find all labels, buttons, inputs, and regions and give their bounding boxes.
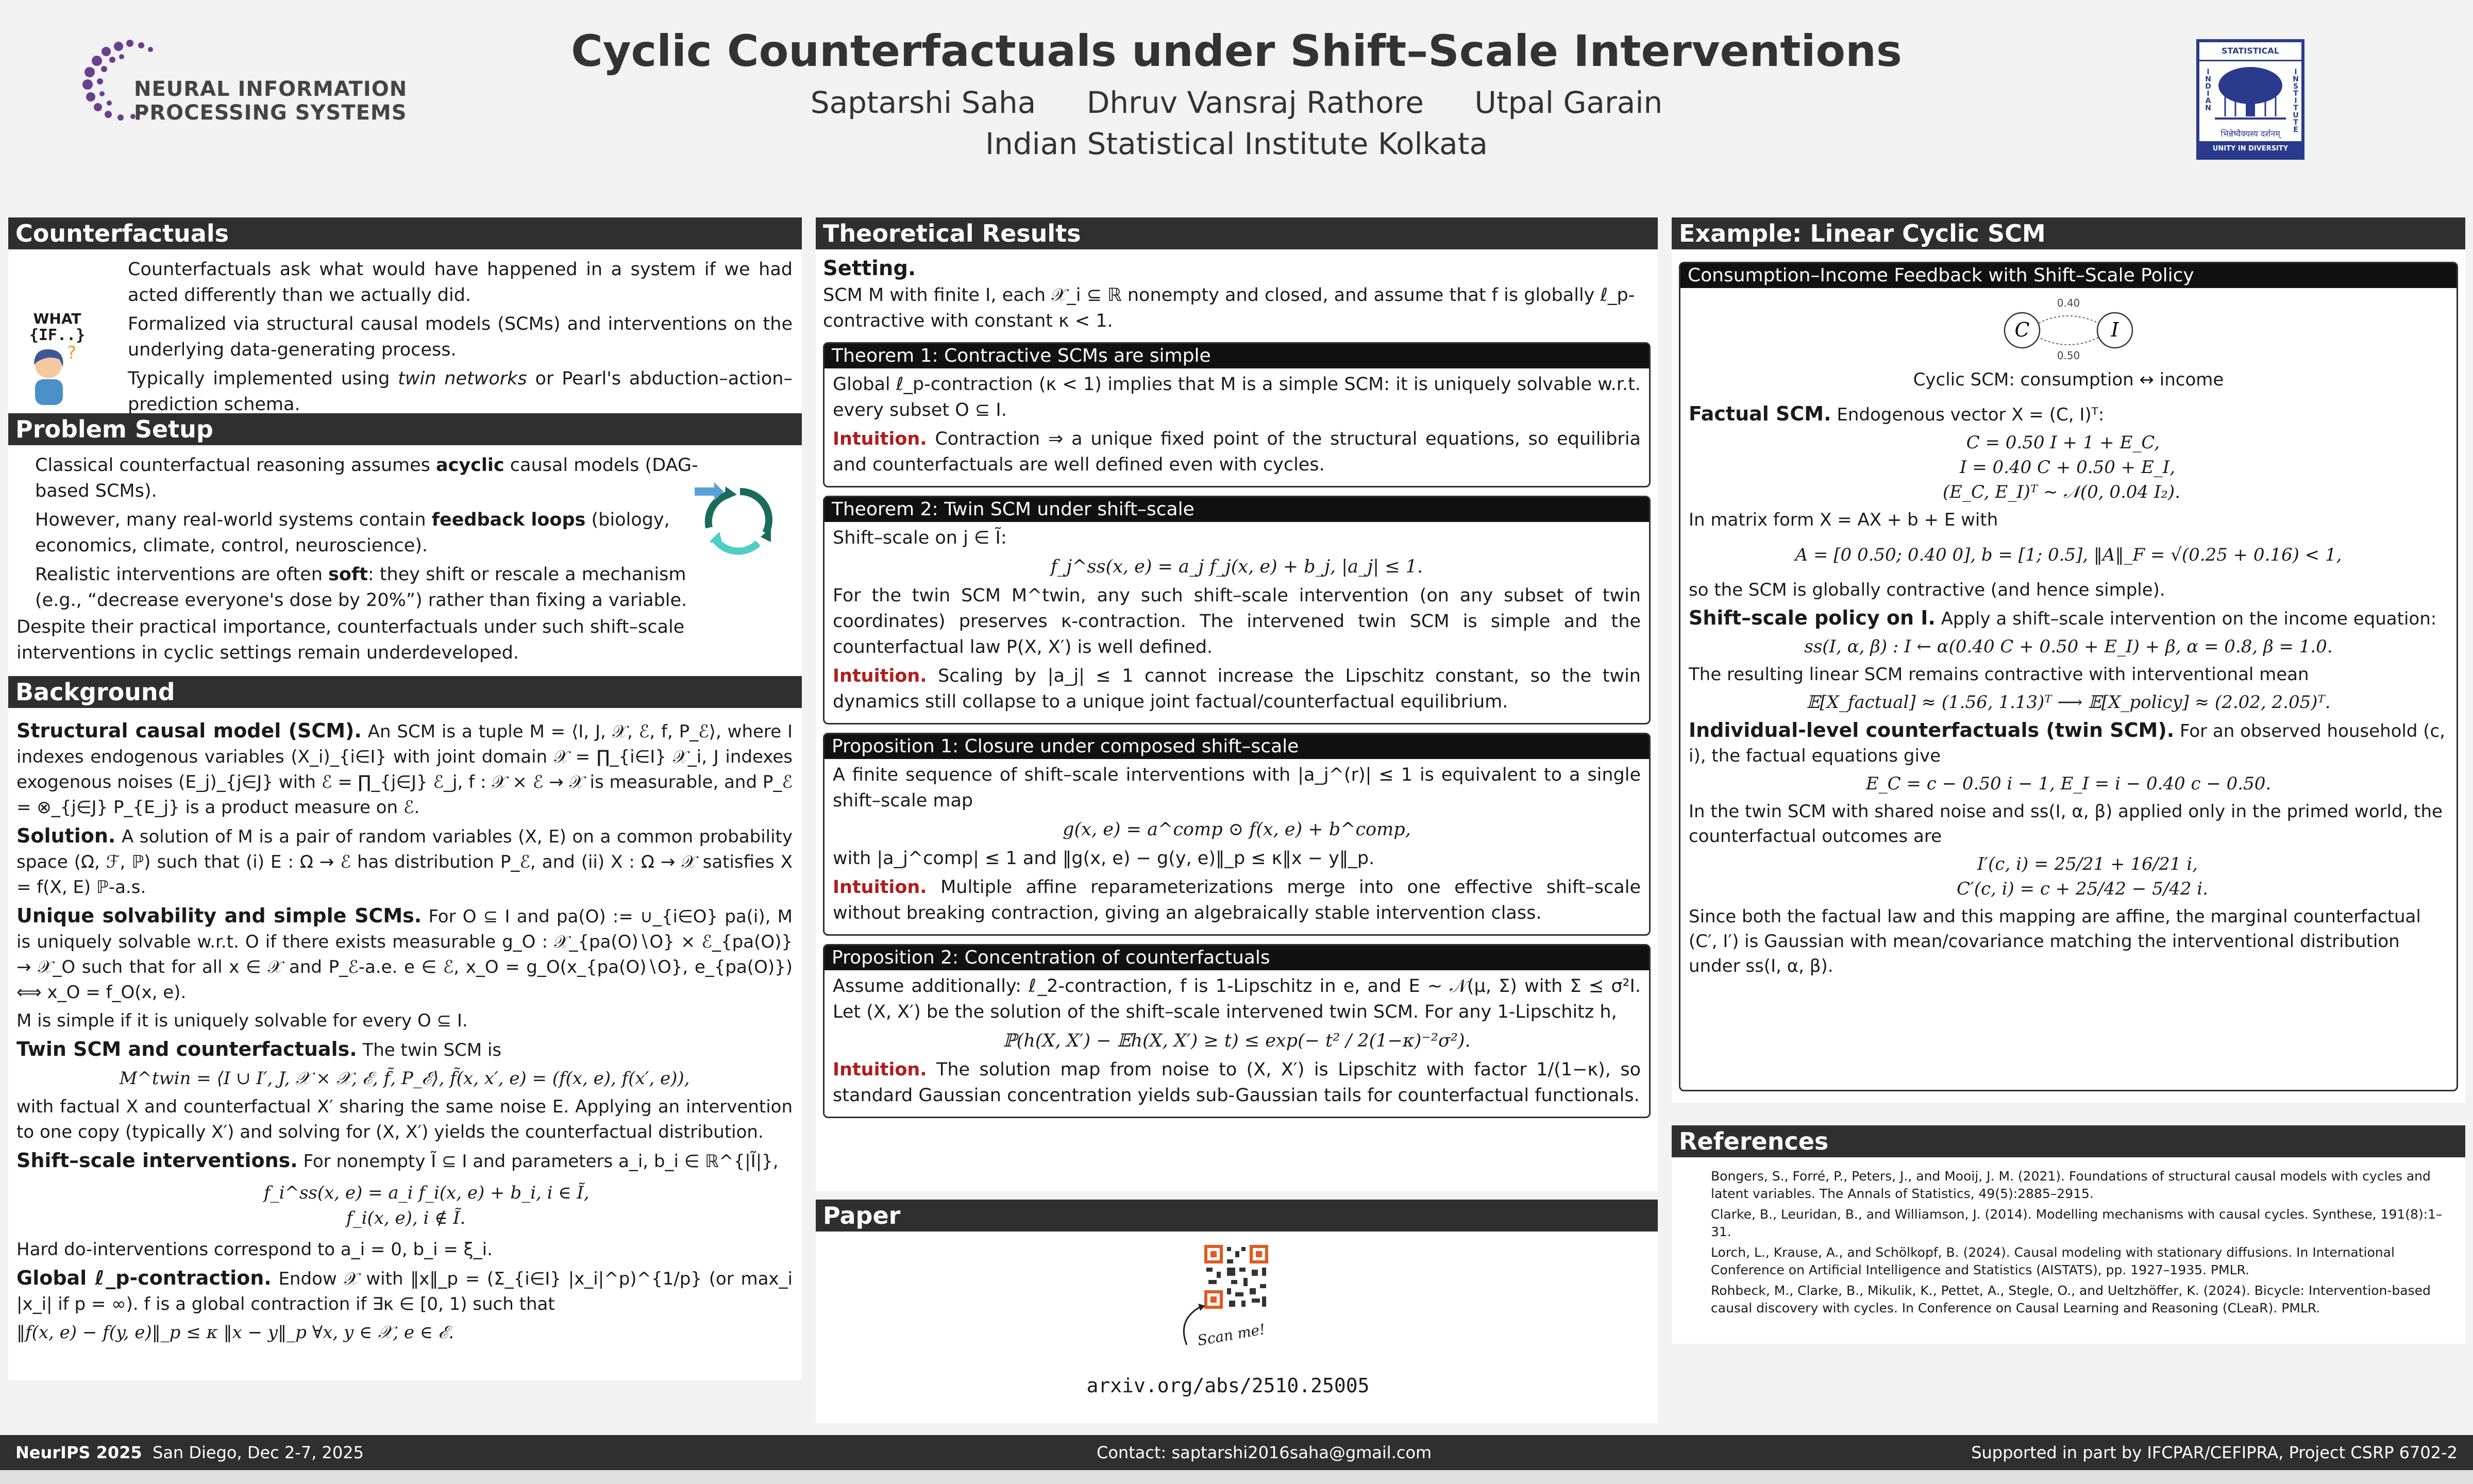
neurips-logo-line1: NEURAL INFORMATION bbox=[134, 77, 408, 101]
section-title-background: Background bbox=[8, 676, 802, 708]
footer-conference: NeurIPS 2025 bbox=[15, 1443, 142, 1462]
qr-code-icon[interactable] bbox=[1202, 1243, 1270, 1311]
node-i-label: I bbox=[2111, 318, 2119, 341]
isi-logo-hindi-motto: भिन्नेष्वैक्यस्य दर्शनम् bbox=[2220, 129, 2280, 139]
proposition-2-intuition: Intuition. The solution map from noise to (X, X′) is Lipschitz with factor 1/(1−κ), so standard Gaussian concentration yields sub-Gaussian tails for counterfactual functionals. bbox=[833, 1059, 1641, 1106]
author-1: Saptarshi Saha bbox=[810, 85, 1036, 120]
proposition-2-title: Proposition 2: Concentration of counterfactuals bbox=[825, 946, 1649, 970]
theorem-2-intuition: Intuition. Scaling by |a_j| ≤ 1 cannot increase the Lipschitz constant, so the twin dynamics still collapse to a unique joint factual/counterfactual equilibrium. bbox=[833, 666, 1641, 712]
node-c-label: C bbox=[2014, 318, 2030, 341]
twin-eq-2: C′(c, i) = c + 25/42 − 5/42 i. bbox=[1957, 879, 2208, 899]
section-background bbox=[8, 708, 802, 1380]
proposition-2-text-1: Assume additionally: ℓ_2-contraction, f is 1-Lipschitz in e, and E ∼ 𝒩(μ, Σ) with Σ ⪯ σ²I. Let (X, X′) be the solution of the shift–scale intervened twin SCM. For any 1-Lipschitz h, bbox=[833, 976, 1641, 1022]
bg-global-eq: ‖f(x, e) − f(y, e)‖_p ≤ κ ‖x − y‖_p ∀x, y ∈ 𝒳, e ∈ ℰ. bbox=[16, 1322, 455, 1343]
reference-2: Clarke, B., Leuridan, B., and Williamson, J. (2014). Modelling mechanisms with causal cycles. Synthese, 191(8):1–31. bbox=[1711, 1207, 2443, 1239]
edge-bottom-label: 0.50 bbox=[2057, 349, 2080, 360]
theorem-1-title: Theorem 1: Contractive SCMs are simple bbox=[825, 344, 1649, 368]
matrix-after-text: so the SCM is globally contractive (and hence simple). bbox=[1689, 580, 2165, 600]
bg-solution: Solution. A solution of M is a pair of random variables (X, E) on a common probability space (Ω, ℱ, ℙ) such that (i) E : Ω → ℰ has distribution P_ℰ, and (ii) X : Ω → 𝒳 satisfies X = f(X, E) ℙ-a.s. bbox=[16, 824, 793, 898]
counterfactuals-item-1: Counterfactuals ask what would have happened in a system if we had acted differently than we actually did. bbox=[128, 259, 793, 306]
paper-link[interactable]: arxiv.org/abs/2510.25005 bbox=[1086, 1374, 1370, 1397]
proposition-1-equation: g(x, e) = a^comp ⊙ f(x, e) + b^comp, bbox=[1063, 819, 1411, 840]
bg-hard: Hard do-interventions correspond to a_i = 0, b_i = ξ_i. bbox=[16, 1239, 493, 1260]
what-if-icon: WHAT {IF..} ? bbox=[24, 311, 91, 414]
twin-counterfactual-text: In the twin SCM with shared noise and ss(I, α, β) applied only in the primed world, the counterfactual outcomes are bbox=[1689, 801, 2443, 847]
factual-scm: Factual SCM. Endogenous vector X = (C, I)ᵀ: bbox=[1689, 402, 2105, 425]
problem-item-3: Realistic interventions are often soft: they shift or rescale a mechanism (e.g., “decrease everyone's dose by 20%”) rather than fixing a variable. bbox=[35, 564, 687, 611]
theorem-1-intuition: Intuition. Contraction ⇒ a unique fixed point of the structural equations, so equilibria and counterfactuals are well defined even with cycles. bbox=[833, 429, 1641, 475]
footer-location: San Diego, Dec 2-7, 2025 bbox=[153, 1443, 364, 1462]
bg-simple: M is simple if it is uniquely solvable for every O ⊆ I. bbox=[16, 1010, 468, 1031]
bg-shift-eq-1: f_i^ss(x, e) = a_i f_i(x, e) + b_i, i ∈ Ĩ, bbox=[264, 1183, 590, 1203]
proposition-1-text-1: A finite sequence of shift–scale interventions with |a_j^(r)| ≤ 1 is equivalent to a single shift–scale map bbox=[833, 765, 1641, 811]
theorem-1-text: Global ℓ_p-contraction (κ < 1) implies that M is a simple SCM: it is uniquely solvable w.r.t. every subset O ⊆ I. bbox=[833, 374, 1641, 420]
reference-1: Bongers, S., Forré, P., Peters, J., and Mooij, J. M. (2021). Foundations of structural causal models with cycles and latent variables. The Annals of Statistics, 49(5):2885–2915. bbox=[1711, 1169, 2431, 1201]
matrix-equation: A = [0 0.50; 0.40 0], b = [1; 0.5], ‖A‖_F = √(0.25 + 0.16) < 1, bbox=[1795, 545, 2342, 565]
cyclic-graph-diagram bbox=[1991, 293, 2146, 360]
example-box-title: Consumption–Income Feedback with Shift–Scale Policy bbox=[1680, 263, 2457, 288]
bg-shift-eq-2: f_i(x, e), i ∉ Ĩ. bbox=[346, 1208, 466, 1228]
affiliation: Indian Statistical Institute Kolkata bbox=[985, 126, 1488, 161]
footer-contact[interactable]: Contact: saptarshi2016saha@gmail.com bbox=[1097, 1443, 1432, 1462]
bg-shift: Shift–scale interventions. For nonempty Ĩ ⊆ I and parameters a_i, b_i ∈ ℝ^{|Ĩ|}, bbox=[16, 1149, 779, 1172]
factual-eq-2: I = 0.40 C + 0.50 + E_I, bbox=[1959, 457, 2175, 478]
proposition-1-intuition: Intuition. Multiple affine reparameterizations merge into one effective shift–scale without breaking contraction, giving an algebraically stable intervention class. bbox=[833, 877, 1641, 923]
graph-caption: Cyclic SCM: consumption ↔ income bbox=[1913, 369, 2224, 390]
factual-eq-3: (E_C, E_I)ᵀ ∼ 𝒩(0, 0.04 I₂). bbox=[1942, 482, 2180, 502]
section-paper bbox=[816, 1232, 1658, 1423]
section-title-problem-setup: Problem Setup bbox=[8, 413, 802, 445]
section-problem-setup bbox=[8, 445, 802, 676]
isi-logo-left-text: INDIAN bbox=[2204, 68, 2212, 111]
edge-c-to-i bbox=[2039, 316, 2098, 323]
column-right bbox=[1672, 217, 2465, 1344]
result-equation: 𝔼[X_factual] ≈ (1.56, 1.13)ᵀ ⟶ 𝔼[X_policy] ≈ (2.02, 2.05)ᵀ. bbox=[1806, 692, 2331, 713]
isi-logo-bottom-text: UNITY IN DIVERSITY bbox=[2199, 141, 2301, 157]
example-closing: Since both the factual law and this mapping are affine, the marginal counterfactual (C′, I′) is Gaussian with mean/covariance matching the interventional distribution under ss(I, α, β). bbox=[1689, 906, 2421, 976]
policy-text: Shift–scale policy on I. Apply a shift–scale intervention on the income equation: bbox=[1689, 606, 2437, 629]
proposition-1-box bbox=[823, 733, 1651, 936]
theorem-2-text-1: Shift–scale on j ∈ Ĩ: bbox=[833, 528, 1007, 548]
factual-eq-1: C = 0.50 I + 1 + E_C, bbox=[1966, 432, 2160, 453]
author-2: Dhruv Vansraj Rathore bbox=[1086, 85, 1424, 120]
theorem-2-equation: f_j^ss(x, e) = a_j f_j(x, e) + b_j, |a_j| ≤ 1. bbox=[1050, 556, 1423, 577]
section-title-references: References bbox=[1672, 1125, 2465, 1157]
bg-uniq: Unique solvability and simple SCMs. For O ⊆ I and pa(O) := ∪_{i∈O} pa(i), M is uniquely solvable w.r.t. O if there exists measurable g_O : 𝒳_{pa(O)∖O} × ℰ_{pa(O)} → 𝒳_O such that for all x ∈ 𝒳 and P_ℰ-a.e. e ∈ ℰ, x_O = g_O(x_{pa(O)∖O}, e_{pa(O)}) ⟺ x_O = f_O(x, e). bbox=[16, 904, 793, 1003]
author-3: Utpal Garain bbox=[1474, 85, 1663, 120]
proposition-2-equation: ℙ(h(X, X′) − 𝔼h(X, X′) ≥ t) ≤ exp(− t² / 2(1−κ)⁻²σ²). bbox=[1003, 1031, 1471, 1051]
column-middle bbox=[816, 217, 1658, 1423]
footer-strip bbox=[0, 1470, 2473, 1484]
isi-logo-top-text: STATISTICAL bbox=[2199, 42, 2301, 61]
scan-me-text: Scan me! bbox=[1196, 1320, 1267, 1350]
problem-item-1: Classical counterfactual reasoning assumes acyclic causal models (DAG-based SCMs). bbox=[35, 455, 698, 501]
proposition-1-title: Proposition 1: Closure under composed shift–scale bbox=[825, 734, 1649, 759]
bg-twin-equation: M^twin = ⟨I ∪ I′, J, 𝒳 × 𝒳, ℰ, f̃, P_ℰ⟩, f̃(x, x′, e) = (f(x, e), f(x′, e)), bbox=[119, 1068, 690, 1089]
individual-equation: E_C = c − 0.50 i − 1, E_I = i − 0.40 c − 0.50. bbox=[1865, 773, 2272, 794]
section-references bbox=[1672, 1157, 2465, 1344]
counterfactuals-item-2: Formalized via structural causal models (SCMs) and interventions on the underlying data-generating process. bbox=[128, 314, 793, 360]
column-left bbox=[8, 217, 802, 1380]
isi-logo bbox=[2196, 39, 2304, 160]
theorem-1-box bbox=[823, 342, 1651, 487]
feedback-loop-icon bbox=[694, 476, 781, 564]
poster-footer bbox=[0, 1435, 2473, 1470]
section-counterfactuals bbox=[8, 249, 802, 413]
section-title-example: Example: Linear Cyclic SCM bbox=[1672, 217, 2465, 249]
section-example bbox=[1672, 249, 2465, 1103]
proposition-1-text-2: with |a_j^comp| ≤ 1 and ‖g(x, e) − g(y, e)‖_p ≤ κ‖x − y‖_p. bbox=[833, 848, 1375, 869]
edge-i-to-c bbox=[2039, 338, 2098, 345]
bg-twin-2: with factual X and counterfactual X′ sharing the same noise E. Applying an intervention to one copy (typically X′) and solving for (X, X′) yields the counterfactual distribution. bbox=[16, 1097, 793, 1142]
counterfactuals-item-3: Typically implemented using twin networks or Pearl's abduction–action–prediction schema. bbox=[128, 368, 793, 415]
footer-support: Supported in part by IFCPAR/CEFIPRA, Project CSRP 6702-2 bbox=[1971, 1443, 2458, 1462]
section-title-counterfactuals: Counterfactuals bbox=[8, 217, 802, 249]
problem-item-2: However, many real-world systems contain feedback loops (biology, economics, climate, control, neuroscience). bbox=[35, 510, 670, 556]
isi-logo-right-text: INSTITUTE bbox=[2292, 68, 2300, 133]
section-title-paper: Paper bbox=[816, 1200, 1658, 1232]
poster-title: Cyclic Counterfactuals under Shift–Scale Interventions bbox=[571, 26, 1902, 76]
author-list bbox=[0, 85, 2473, 120]
section-theory bbox=[816, 249, 1658, 1191]
bg-twin: Twin SCM and counterfactuals. The twin SCM is bbox=[16, 1038, 502, 1060]
proposition-2-box bbox=[823, 944, 1651, 1118]
bg-scm: Structural causal model (SCM). An SCM is a tuple M = ⟨I, J, 𝒳, ℰ, f, P_ℰ⟩, where I indexes endogenous variables (X_i)_{i∈I} with joint domain 𝒳 = ∏_{i∈I} 𝒳_i, J indexes exogenous noises (E_j)_{j∈J} with ℰ = ∏_{j∈J} ℰ_j, f : 𝒳 × ℰ → 𝒳 is measurable, and P_ℰ = ⊗_{j∈J} P_{E_j} is a product measure on ℰ. bbox=[16, 719, 793, 818]
poster-header bbox=[0, 0, 2473, 206]
bg-global: Global ℓ_p-contraction. Endow 𝒳 with ‖x‖_p = (Σ_{i∈I} |x_i|^p)^{1/p} (or max_i |x_i| if p = ∞). f is a global contraction if ∃κ ∈ [0, 1) such that bbox=[16, 1267, 793, 1314]
neurips-logo-line2: PROCESSING SYSTEMS bbox=[134, 101, 407, 125]
reference-4: Rohbeck, M., Clarke, B., Mikulik, K., Pettet, A., Stegle, O., and Ueltzhöffer, K. (2024). Bicycle: Intervention-based causal discovery with cycles. In Conference on Causal Learning and Reasoning (CLeaR). PMLR. bbox=[1711, 1283, 2431, 1316]
theorem-2-box bbox=[823, 496, 1651, 724]
individual-text: Individual-level counterfactuals (twin SCM). For an observed household (c, i), the factual equations give bbox=[1689, 719, 2446, 766]
theory-setting: Setting. SCM M with finite I, each 𝒳_i ⊆ ℝ nonempty and closed, and assume that f is globally ℓ_p-contractive with constant κ < 1. bbox=[823, 257, 1635, 331]
problem-closing: Despite their practical importance, counterfactuals under such shift–scale interventions in cyclic settings remain underdeveloped. bbox=[16, 617, 685, 663]
reference-3: Lorch, L., Krause, A., and Schölkopf, B. (2024). Causal modeling with stationary diffusions. In International Conference on Artificial Intelligence and Statistics (AISTATS), pp. 1927–1935. PMLR. bbox=[1711, 1245, 2395, 1277]
thinking-person-icon bbox=[24, 344, 80, 406]
result-text: The resulting linear SCM remains contractive with interventional mean bbox=[1689, 664, 2309, 685]
policy-equation: ss(I, α, β) : I ← α(0.40 C + 0.50 + E_I) + β, α = 0.8, β = 1.0. bbox=[1804, 636, 2333, 657]
banyan-tree-icon bbox=[2215, 65, 2286, 122]
matrix-form-text: In matrix form X = AX + b + E with bbox=[1689, 510, 1998, 530]
twin-eq-1: I′(c, i) = 25/21 + 16/21 i, bbox=[1977, 854, 2198, 874]
section-title-theory: Theoretical Results bbox=[816, 217, 1658, 249]
example-box bbox=[1679, 262, 2458, 1091]
theorem-2-title: Theorem 2: Twin SCM under shift–scale bbox=[825, 497, 1649, 522]
svg-text:?: ? bbox=[67, 344, 77, 363]
theorem-2-text-2: For the twin SCM M^twin, any such shift–scale intervention (on any subset of twin coordinates) preserves κ-contraction. The intervened twin SCM is simple and the counterfactual law P(X, X′) is well defined. bbox=[833, 585, 1641, 657]
edge-top-label: 0.40 bbox=[2057, 297, 2080, 309]
